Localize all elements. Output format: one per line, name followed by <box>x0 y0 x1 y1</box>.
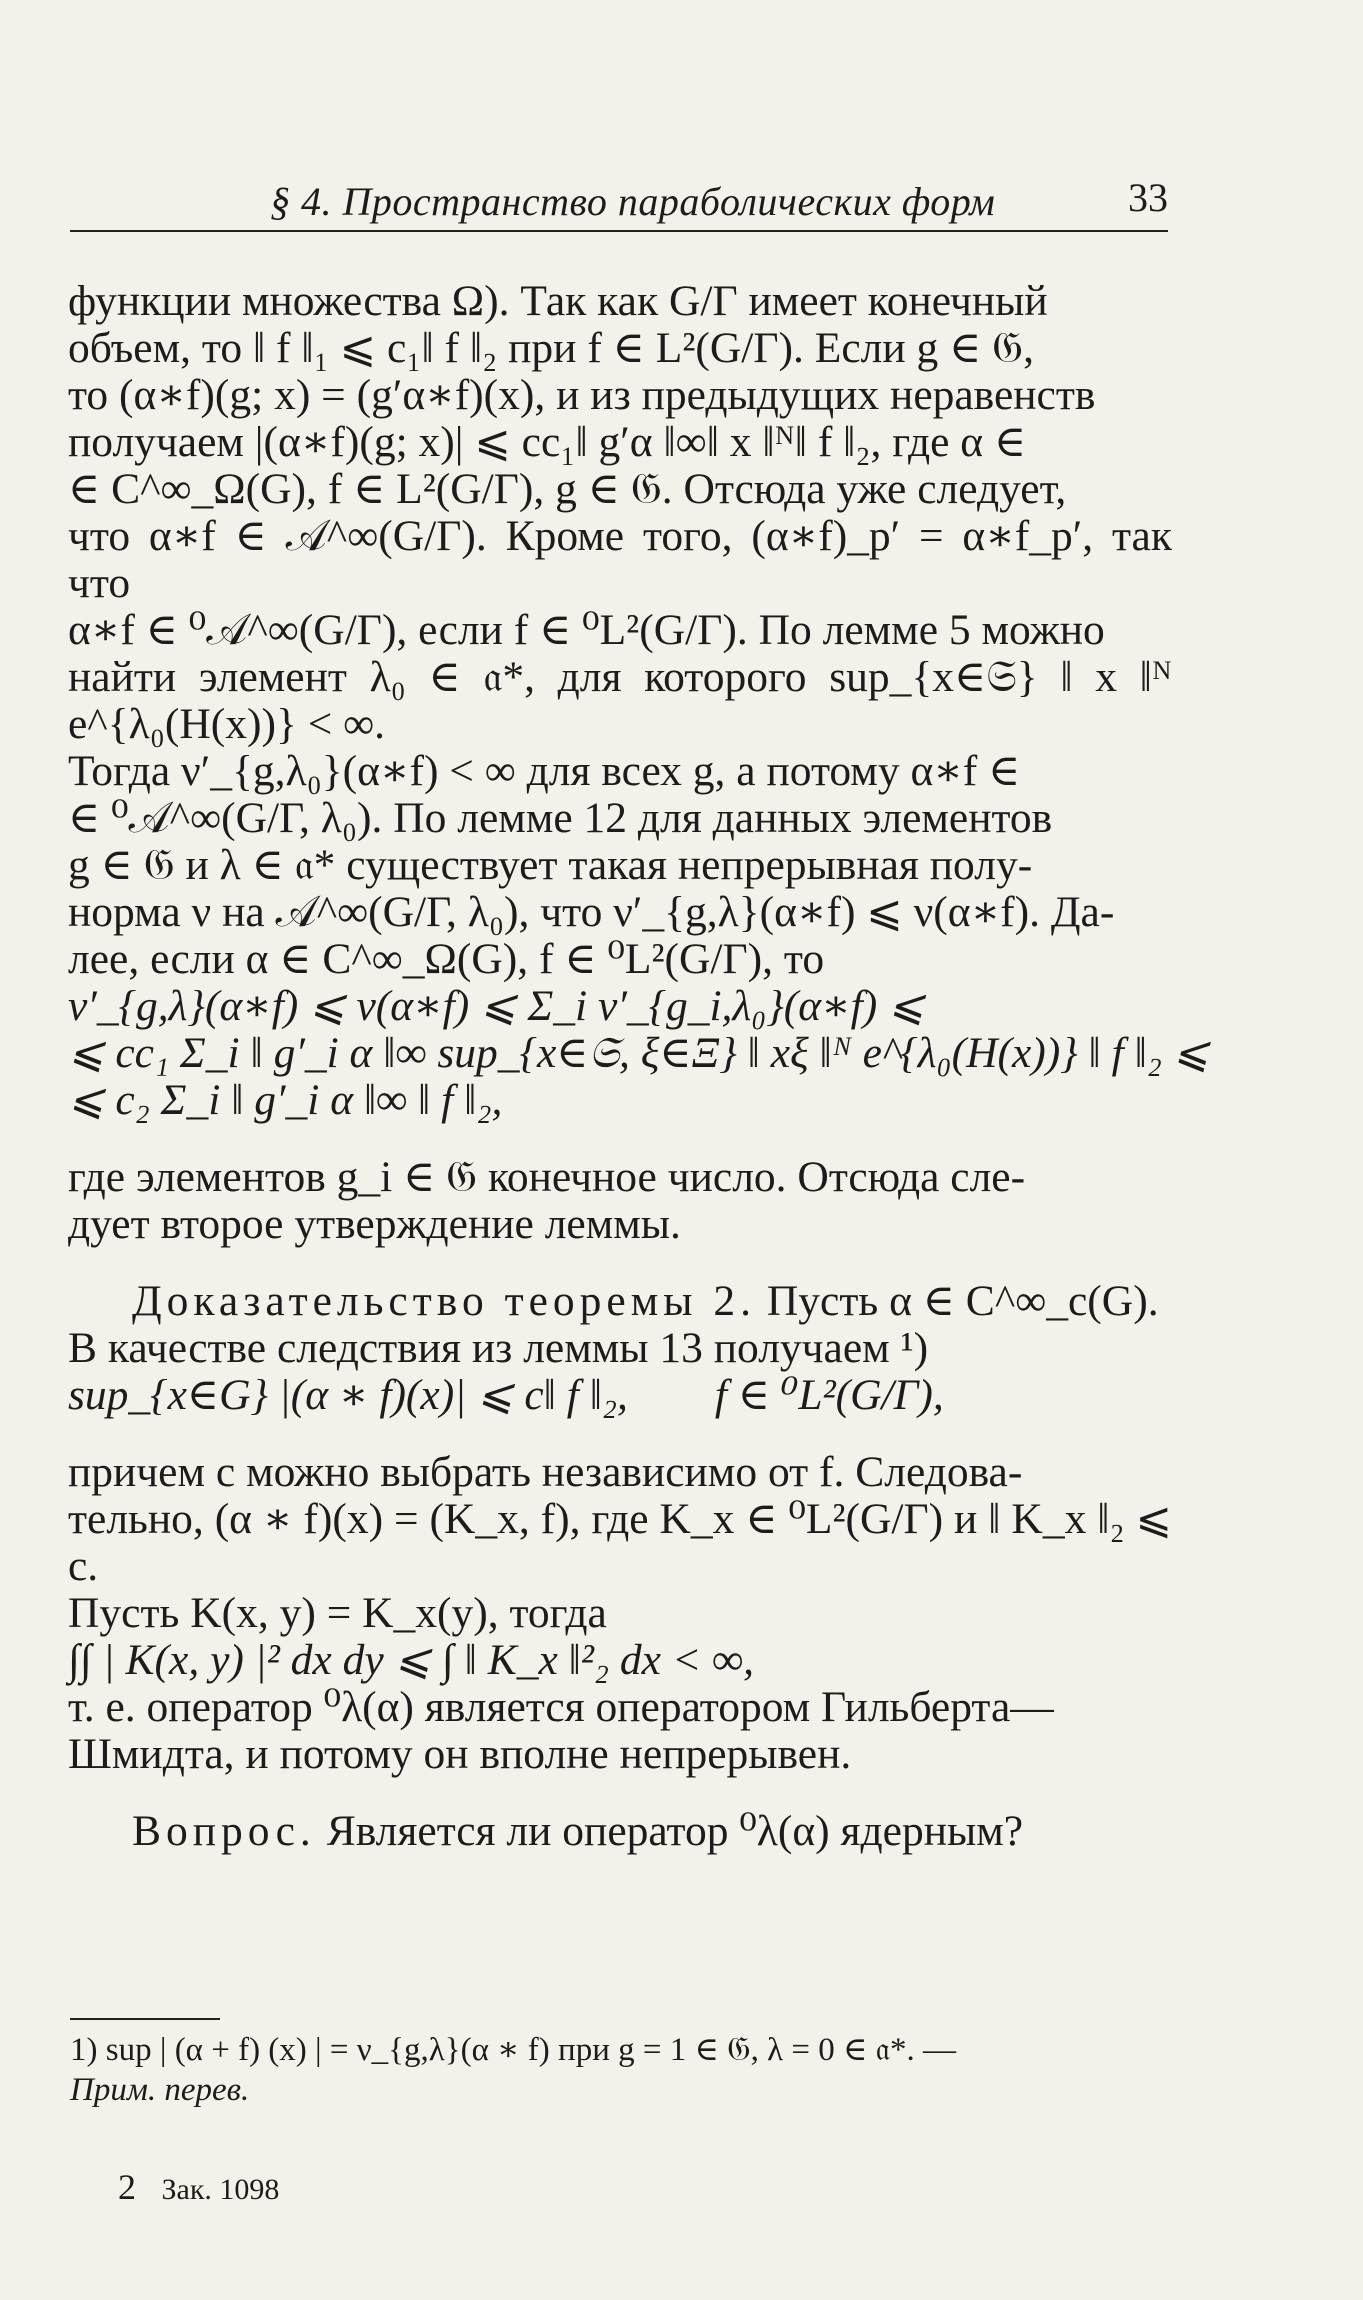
text-line: Шмидта, и потому он вполне непрерывен. <box>68 1730 852 1778</box>
text-line: В качестве следствия из леммы 13 получаем ¹) <box>68 1324 929 1372</box>
footnote-divider <box>70 2018 220 2020</box>
formula-5: ∫∫ | K(x, y) |² dx dy ⩽ ∫ ‖ K_x ‖²₂ dx < ∞, <box>68 1636 754 1684</box>
printer-signature <box>118 2166 279 2208</box>
text-line: что α∗f ∈ 𝒜^∞(G/Γ). Кроме того, (α∗f)_p′ = α∗f_p′, так что <box>68 512 1172 607</box>
text-line: где элементов g_i ∈ 𝔊 конечное число. Отсюда сле- <box>68 1153 1026 1201</box>
question-label: Вопрос. <box>132 1807 316 1855</box>
text-line: ∈ C^∞_Ω(G), f ∈ L²(G/Γ), g ∈ 𝔊. Отсюда уже следует, <box>68 465 1067 513</box>
proof-label: Доказательство теоремы 2. <box>132 1277 756 1325</box>
main-text <box>68 277 1210 1855</box>
paragraph-5 <box>68 1684 1172 1778</box>
paragraph-6 <box>68 1808 1172 1855</box>
text-line: причем c можно выбрать независимо от f. Следова- <box>68 1448 1023 1496</box>
footnote-note: Прим. перев. <box>70 2072 250 2108</box>
paragraph-3 <box>68 1278 1172 1372</box>
text-line: g ∈ 𝔊 и λ ∈ 𝔞* существует такая непрерывная полу- <box>68 841 1033 889</box>
text-line: получаем |(α∗f)(g; x)| ⩽ cc₁‖ g′α ‖∞‖ x ‖ᴺ‖ f ‖₂, где α ∈ <box>68 418 1027 466</box>
text-line: дует второе утверждение леммы. <box>68 1200 681 1248</box>
text-line: функции множества Ω). Так как G/Γ имеет конечный <box>68 277 1048 325</box>
text-line: ∈ ⁰𝒜^∞(G/Γ, λ₀). По лемме 12 для данных элементов <box>68 794 1053 842</box>
formula-1: ν′_{g,λ}(α∗f) ⩽ ν(α∗f) ⩽ Σ_i ν′_{g_i,λ₀}(α∗f) ⩽ <box>68 982 925 1030</box>
paragraph-4 <box>68 1449 1172 1637</box>
footnote-text: 1) sup | (α + f) (x) | = ν_{g,λ}(α ∗ f) при g = 1 ∈ 𝔊, λ = 0 ∈ 𝔞*. — <box>70 2032 957 2068</box>
text-line: тельно, (α ∗ f)(x) = (K_x, f), где K_x ∈ ⁰L²(G/Γ) и ‖ K_x ‖₂ ⩽ c. <box>68 1495 1172 1590</box>
text-line: т. е. оператор ⁰λ(α) является оператором Гильберта— <box>68 1683 1054 1731</box>
text-line: найти элемент λ₀ ∈ 𝔞*, для которого sup_{x∈𝔖} ‖ x ‖ᴺ e^{λ₀(H(x))} < ∞. <box>68 653 1172 748</box>
running-header <box>70 168 1168 232</box>
signature-number: 2 <box>118 2167 136 2207</box>
footnote <box>70 2030 1170 2110</box>
text-line: Тогда ν′_{g,λ₀}(α∗f) < ∞ для всех g, а потому α∗f ∈ <box>68 747 1021 795</box>
formula-2: ⩽ cc₁ Σ_i ‖ g′_i α ‖∞ sup_{x∈𝔖, ξ∈Ξ} ‖ xξ ‖ᴺ e^{λ₀(H(x))} ‖ f ‖₂ ⩽ <box>68 1029 1210 1077</box>
text-line: объем, то ‖ f ‖₁ ⩽ c₁‖ f ‖₂ при f ∈ L²(G/Γ). Если g ∈ 𝔊, <box>68 324 1034 372</box>
text-line: норма ν на 𝒜^∞(G/Γ, λ₀), что ν′_{g,λ}(α∗f) ⩽ ν(α∗f). Да- <box>68 888 1115 936</box>
question-text: Является ли оператор ⁰λ(α) ядерным? <box>315 1807 1024 1855</box>
page-number: 33 <box>1128 175 1168 220</box>
section-title: § 4. Пространство параболических форм <box>270 179 996 224</box>
text-line: лее, если α ∈ C^∞_Ω(G), f ∈ ⁰L²(G/Γ), то <box>68 935 825 983</box>
text-line: то (α∗f)(g; x) = (g′α∗f)(x), и из предыдущих неравенств <box>68 371 1096 419</box>
text-line: α∗f ∈ ⁰𝒜^∞(G/Γ), если f ∈ ⁰L²(G/Γ). По лемме 5 можно <box>68 606 1105 654</box>
text-line: Пусть α ∈ C^∞_c(G). <box>756 1277 1159 1325</box>
signature-text: Зак. 1098 <box>161 2173 280 2206</box>
formula-4: sup_{x∈G} |(α ∗ f)(x)| ⩽ c‖ f ‖₂, f ∈ ⁰L²(G/Γ), <box>68 1371 944 1419</box>
paragraph-2 <box>68 1154 1172 1248</box>
paragraph-1 <box>68 278 1172 983</box>
formula-3: ⩽ c₂ Σ_i ‖ g′_i α ‖∞ ‖ f ‖₂, <box>68 1076 503 1124</box>
text-line: Пусть K(x, y) = K_x(y), тогда <box>68 1589 607 1637</box>
